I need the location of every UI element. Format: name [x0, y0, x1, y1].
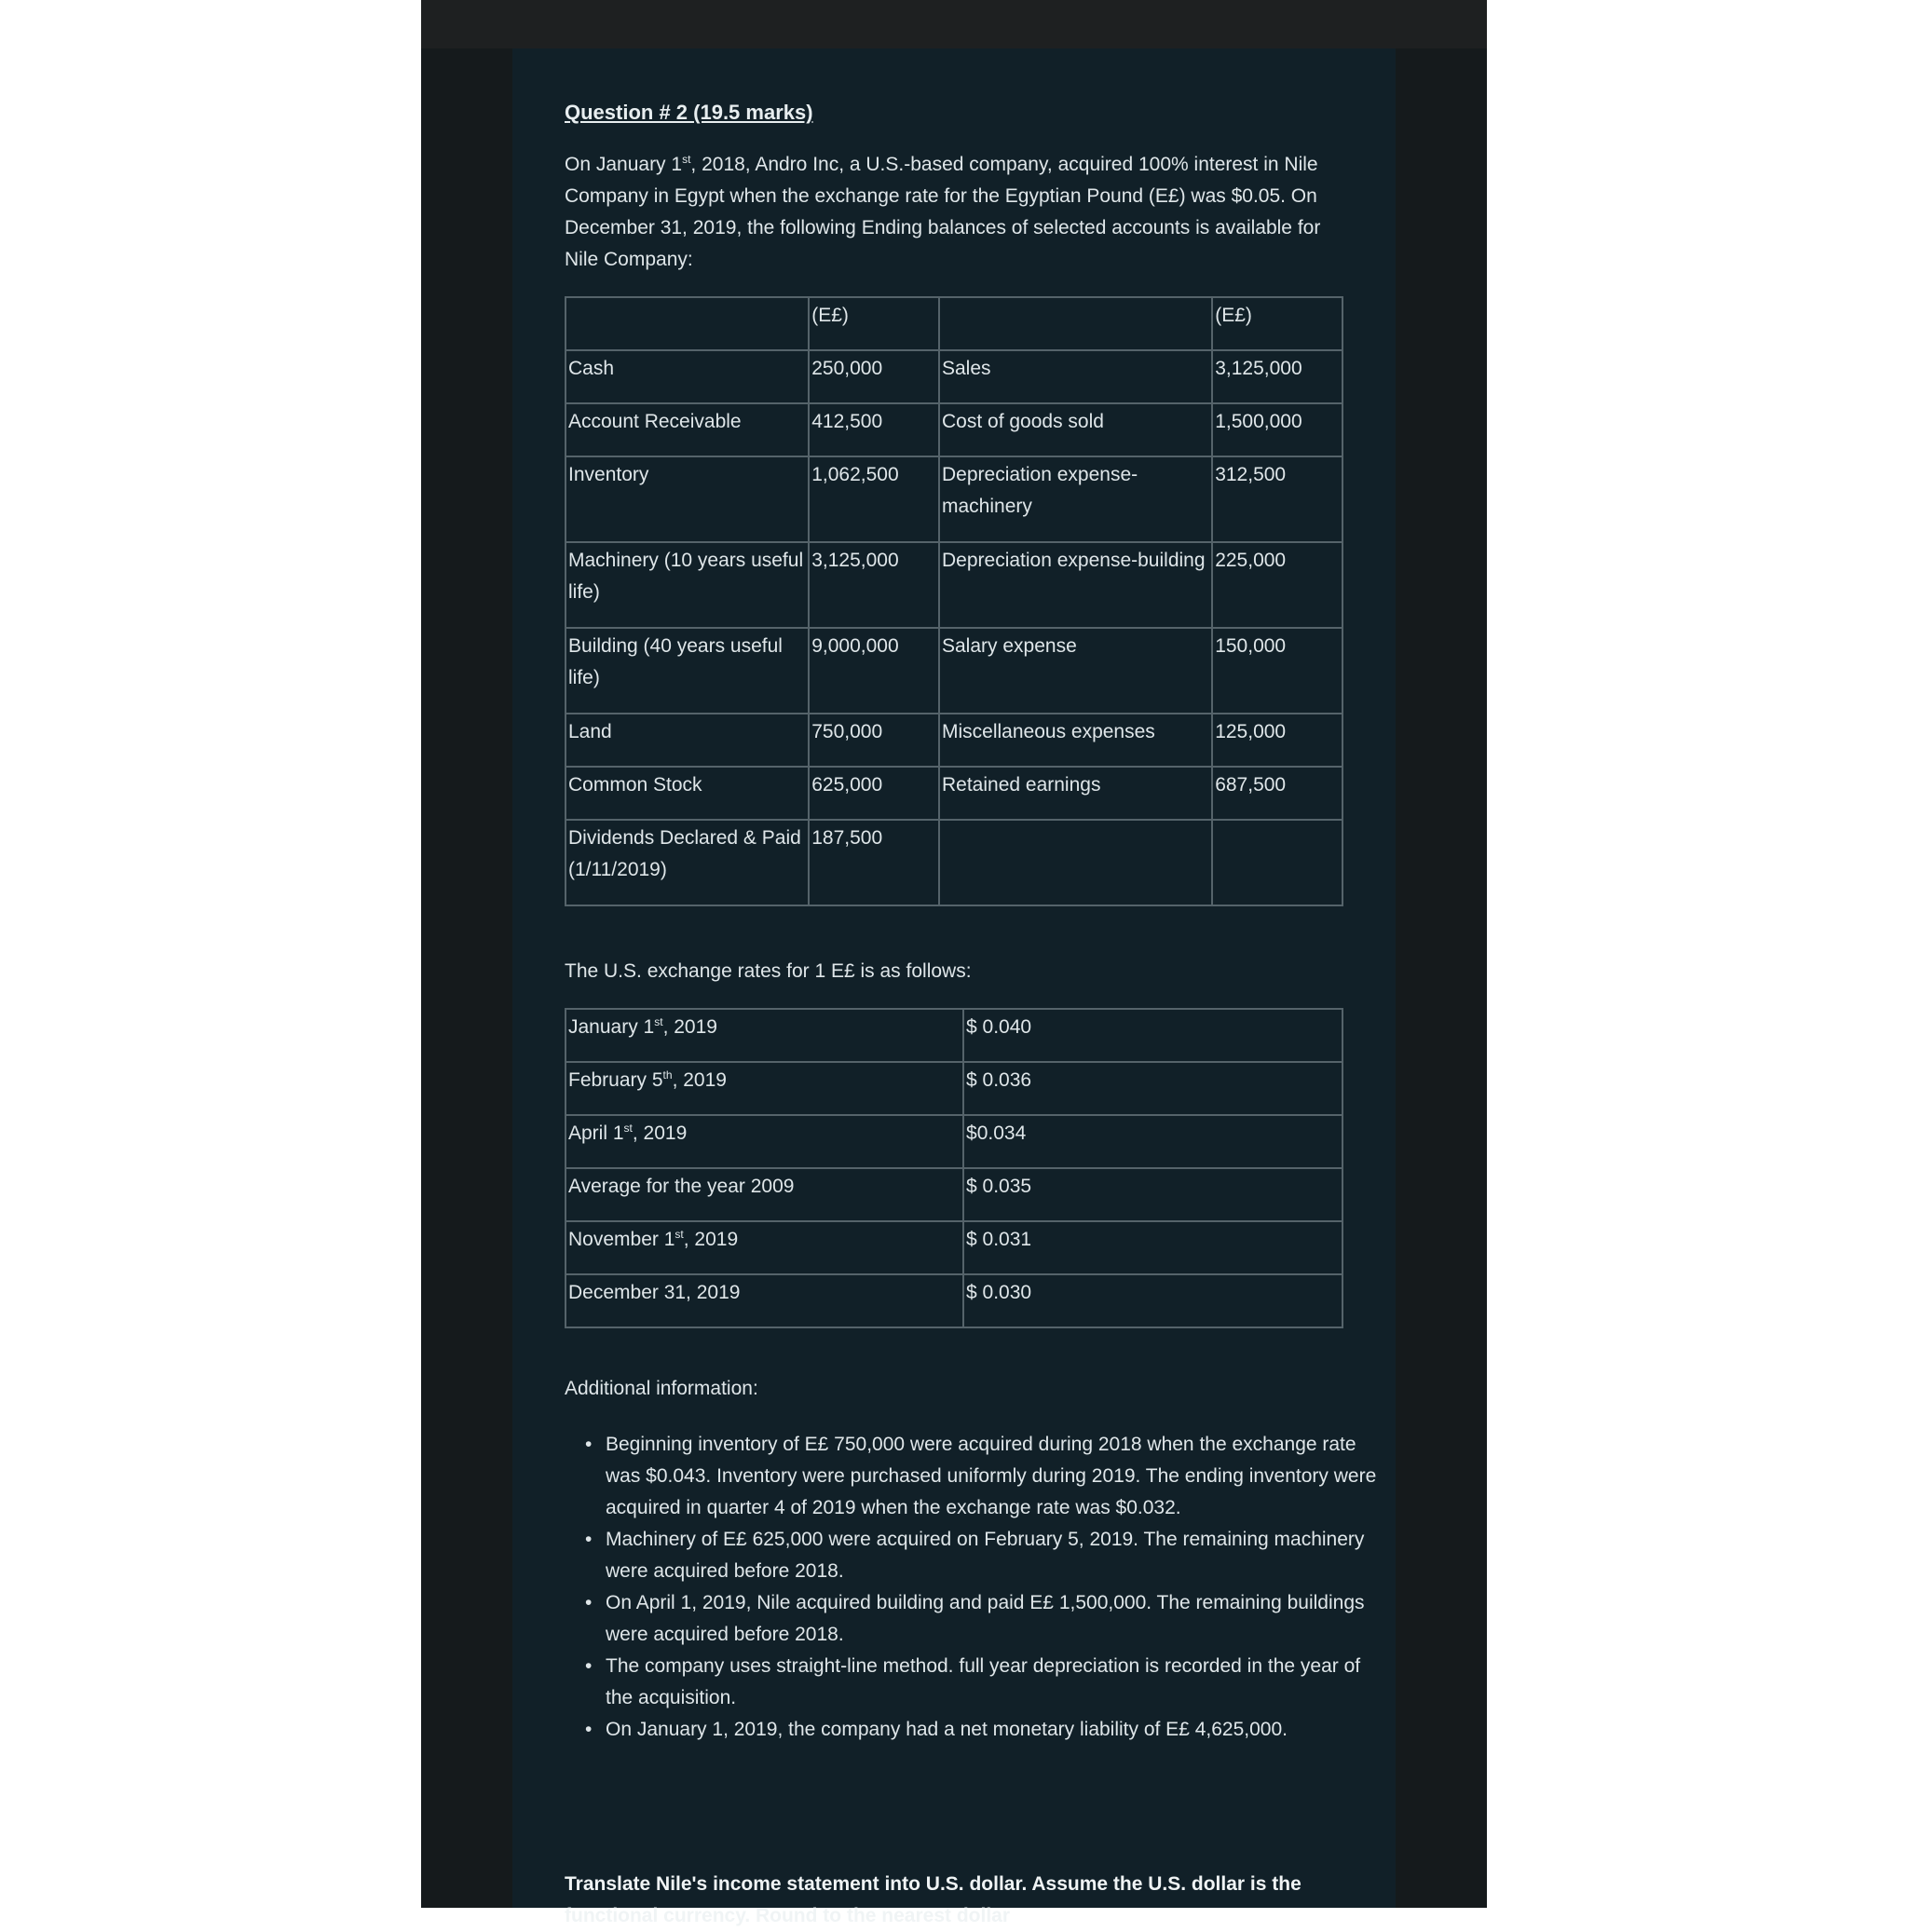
table-cell: (E£) — [809, 297, 939, 350]
rate-date-cell: February 5th, 2019 — [566, 1062, 963, 1115]
table-cell: Depreciation expense-machinery — [939, 456, 1212, 542]
table-cell: 412,500 — [809, 403, 939, 456]
list-item — [585, 1587, 1384, 1651]
rate-date-cell: December 31, 2019 — [566, 1274, 963, 1327]
table-row — [566, 628, 1342, 714]
table-row — [566, 350, 1342, 403]
list-item — [585, 1714, 1384, 1746]
balances-table — [565, 296, 1343, 906]
table-row — [566, 403, 1342, 456]
table-row — [566, 1009, 1342, 1062]
table-row — [566, 456, 1342, 542]
bullet-icon: • — [585, 1719, 593, 1740]
table-row — [566, 1062, 1342, 1115]
table-row — [566, 1274, 1342, 1327]
table-cell: Retained earnings — [939, 767, 1212, 820]
table-cell: Cost of goods sold — [939, 403, 1212, 456]
question-panel — [512, 48, 1396, 1926]
list-item-text: Machinery of E£ 625,000 were acquired on February 5, 2019. The remaining machinery were acquired before 2018. — [606, 1529, 1365, 1582]
rate-value-cell: $0.034 — [963, 1115, 1342, 1168]
bullet-icon: • — [585, 1529, 593, 1550]
table-cell: 3,125,000 — [1212, 350, 1342, 403]
table-cell: 125,000 — [1212, 714, 1342, 767]
task-instruction: Translate Nile's income statement into U.S. dollar. Assume the U.S. dollar is the functional currency. Round to the nearest dollar — [565, 1873, 1302, 1926]
table-cell: Inventory — [566, 456, 809, 542]
intro-ordinal: st — [682, 153, 691, 166]
rate-date-cell: January 1st, 2019 — [566, 1009, 963, 1062]
screenshot-frame — [421, 0, 1487, 1926]
exchange-rates-table — [565, 1008, 1343, 1328]
table-cell: Dividends Declared & Paid (1/11/2019) — [566, 820, 809, 905]
table-cell — [939, 297, 1212, 350]
table-row — [566, 820, 1342, 905]
table-cell: 187,500 — [809, 820, 939, 905]
rate-value-cell: $ 0.031 — [963, 1221, 1342, 1274]
additional-info-list — [565, 1429, 1384, 1746]
table-row — [566, 1115, 1342, 1168]
table-cell: 312,500 — [1212, 456, 1342, 542]
intro-paragraph — [565, 149, 1343, 276]
list-item-text: On January 1, 2019, the company had a net monetary liability of E£ 4,625,000. — [606, 1719, 1288, 1740]
list-item — [585, 1429, 1384, 1524]
list-item-text: The company uses straight-line method. full year depreciation is recorded in the year of the acquisition. — [606, 1655, 1361, 1708]
rate-date-cell: April 1st, 2019 — [566, 1115, 963, 1168]
table-cell: Land — [566, 714, 809, 767]
table-cell: Depreciation expense-building — [939, 542, 1212, 628]
list-item-text: Beginning inventory of E£ 750,000 were acquired during 2018 when the exchange rate was $0.043. Inventory were purchased uniformly during 2019. The ending inventory were acquired in quarter 4 of 2019 when the exchange rate was $0.032. — [606, 1434, 1377, 1518]
table-cell: 9,000,000 — [809, 628, 939, 714]
rate-value-cell: $ 0.040 — [963, 1009, 1342, 1062]
table-row — [566, 1168, 1342, 1221]
bullet-icon: • — [585, 1655, 593, 1677]
table-cell: Account Receivable — [566, 403, 809, 456]
table-cell: 1,500,000 — [1212, 403, 1342, 456]
table-header-row — [566, 297, 1342, 350]
table-cell: 225,000 — [1212, 542, 1342, 628]
table-cell — [1212, 820, 1342, 905]
list-item — [585, 1651, 1384, 1714]
table-cell — [566, 297, 809, 350]
table-cell: Salary expense — [939, 628, 1212, 714]
table-cell: Building (40 years useful life) — [566, 628, 809, 714]
additional-info-heading: Additional information: — [565, 1378, 758, 1399]
rate-date-cell: Average for the year 2009 — [566, 1168, 963, 1221]
table-cell: 150,000 — [1212, 628, 1342, 714]
top-bar — [421, 0, 1487, 48]
rate-value-cell: $ 0.036 — [963, 1062, 1342, 1115]
list-item-text: On April 1, 2019, Nile acquired building and paid E£ 1,500,000. The remaining buildings were acquired before 2018. — [606, 1592, 1365, 1645]
rate-value-cell: $ 0.030 — [963, 1274, 1342, 1327]
table-cell: Miscellaneous expenses — [939, 714, 1212, 767]
table-cell: 250,000 — [809, 350, 939, 403]
table-cell: 687,500 — [1212, 767, 1342, 820]
table-row — [566, 542, 1342, 628]
bullet-icon: • — [585, 1592, 593, 1613]
table-cell: 750,000 — [809, 714, 939, 767]
bullet-icon: • — [585, 1434, 593, 1455]
table-cell: 1,062,500 — [809, 456, 939, 542]
table-cell: Machinery (10 years useful life) — [566, 542, 809, 628]
table-cell: 3,125,000 — [809, 542, 939, 628]
question-title: Question # 2 (19.5 marks) — [565, 101, 813, 124]
table-cell — [939, 820, 1212, 905]
table-cell: Cash — [566, 350, 809, 403]
intro-text-start: On January 1 — [565, 154, 683, 175]
table-cell: Sales — [939, 350, 1212, 403]
table-cell: (E£) — [1212, 297, 1342, 350]
table-row — [566, 1221, 1342, 1274]
rate-value-cell: $ 0.035 — [963, 1168, 1342, 1221]
rates-intro: The U.S. exchange rates for 1 E£ is as follows: — [565, 960, 972, 982]
table-cell: 625,000 — [809, 767, 939, 820]
intro-text-rest: , 2018, Andro Inc, a U.S.-based company, acquired 100% interest in Nile Company in Egypt when the exchange rate for the Egyptian Pound (E£) was $0.05. On December 31, 2019, the following Ending balances of selected accounts is available for Nile Company: — [565, 154, 1321, 270]
table-cell: Common Stock — [566, 767, 809, 820]
table-row — [566, 714, 1342, 767]
table-row — [566, 767, 1342, 820]
rate-date-cell: November 1st, 2019 — [566, 1221, 963, 1274]
list-item — [585, 1524, 1384, 1587]
